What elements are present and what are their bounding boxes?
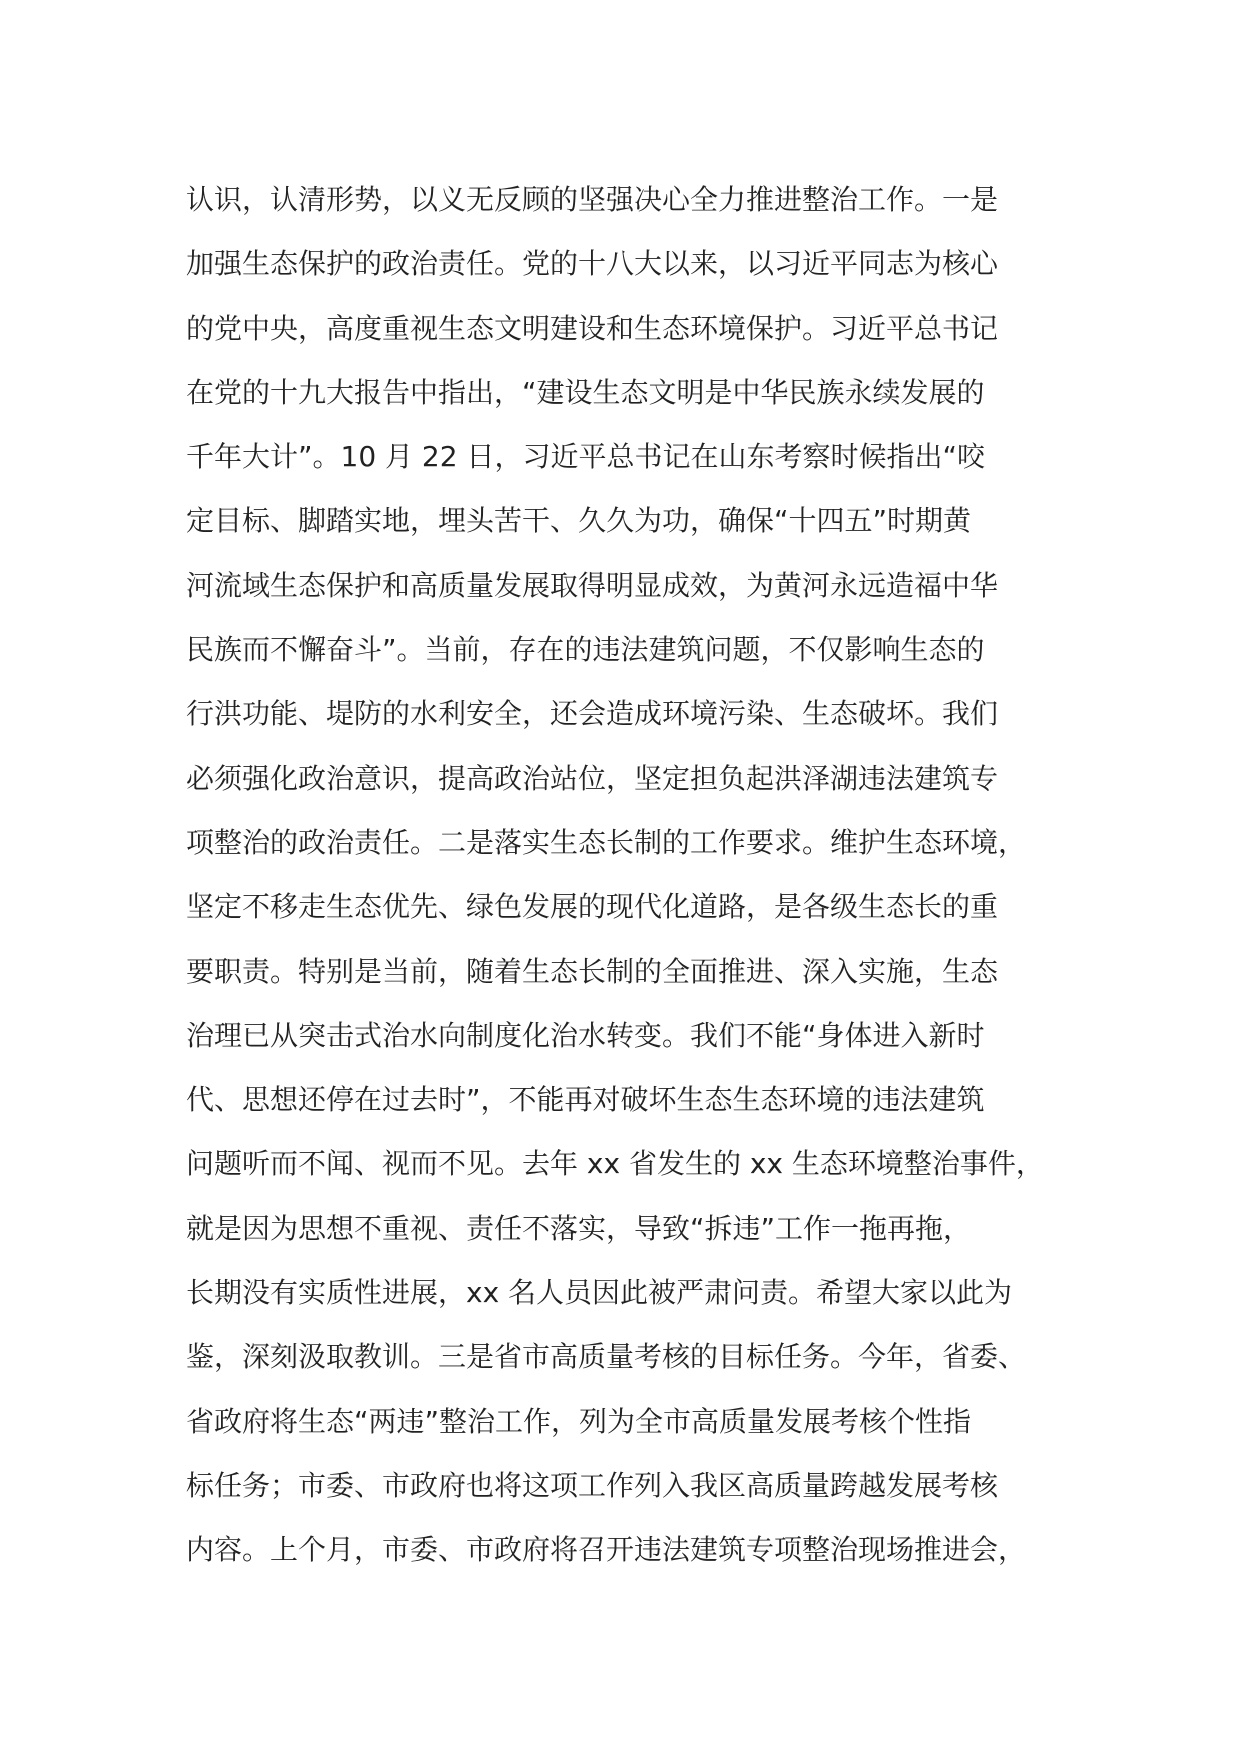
body-text xyxy=(186,168,1066,1583)
text-line-8: 民族而不懈奋斗”。当前，存在的违法建筑问题，不仅影响生态的 xyxy=(186,633,985,667)
text-line-9: 行洪功能、堤防的水利安全，还会造成环境污染、生态破坏。我们 xyxy=(186,697,999,731)
text-line-12: 坚定不移走生态优先、绿色发展的现代化道路，是各级生态长的重 xyxy=(186,890,999,924)
text-line-2: 加强生态保护的政治责任。党的十八大以来，以习近平同志为核心 xyxy=(186,247,999,281)
text-line-22: 内容。上个月，市委、市政府将召开违法建筑专项整治现场推进会， xyxy=(186,1533,1027,1567)
text-line-1: 认识，认清形势，以义无反顾的坚强决心全力推进整治工作。一是 xyxy=(186,183,999,216)
text-line-15: 代、思想还停在过去时”，不能再对破坏生态生态环境的违法建筑 xyxy=(186,1083,985,1117)
text-line-6: 定目标、脚踏实地，埋头苦干、久久为功，确保“十四五”时期黄 xyxy=(186,504,972,538)
text-line-14: 治理已从突击式治水向制度化治水转变。我们不能“身体进入新时 xyxy=(186,1018,985,1052)
text-line-20: 省政府将生态“两违”整治工作，列为全市高质量发展考核个性指 xyxy=(186,1404,972,1438)
text-line-16: 问题听而不闻、视而不见。去年 xx 省发生的 xx 生态环境整治事件， xyxy=(186,1147,1044,1181)
text-line-3: 的党中央，高度重视生态文明建设和生态环境保护。习近平总书记 xyxy=(186,311,999,345)
text-line-19: 鉴，深刻汲取教训。三是省市高质量考核的目标任务。今年，省委、 xyxy=(186,1340,1027,1374)
text-line-13: 要职责。特别是当前，随着生态长制的全面推进、深入实施，生态 xyxy=(186,954,999,988)
text-line-11: 项整治的政治责任。二是落实生态长制的工作要求。维护生态环境， xyxy=(186,825,1027,859)
text-line-5: 千年大计”。10 月 22 日，习近平总书记在山东考察时候指出“咬 xyxy=(186,440,985,474)
text-line-21: 标任务；市委、市政府也将这项工作列入我区高质量跨越发展考核 xyxy=(186,1468,999,1502)
text-line-7: 河流域生态保护和高质量发展取得明显成效，为黄河永远造福中华 xyxy=(186,568,999,602)
text-line-4: 在党的十九大报告中指出，“建设生态文明是中华民族永续发展的 xyxy=(186,375,985,409)
text-line-18: 长期没有实质性进展，xx 名人员因此被严肃问责。希望大家以此为 xyxy=(186,1276,1013,1310)
text-line-17: 就是因为思想不重视、责任不落实，导致“拆违”工作一拖再拖， xyxy=(186,1211,972,1245)
text-line-10: 必须强化政治意识，提高政治站位，坚定担负起洪泽湖违法建筑专 xyxy=(186,761,999,795)
